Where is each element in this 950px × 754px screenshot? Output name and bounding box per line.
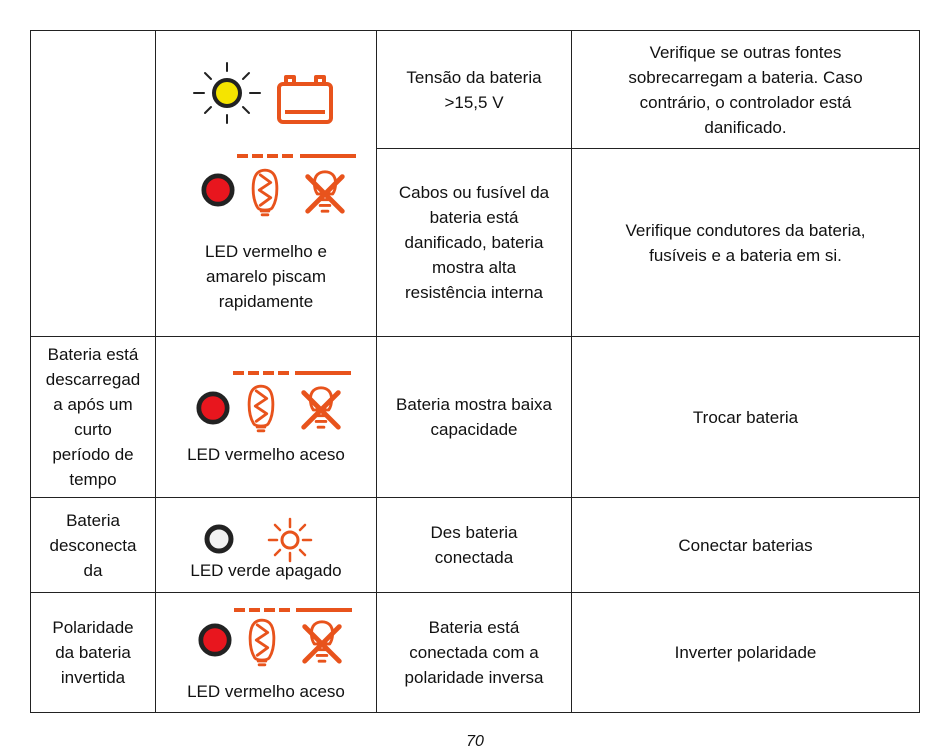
pv-module-icon: [243, 615, 281, 669]
condition-cell: [31, 498, 156, 593]
troubleshooting-table: [30, 30, 920, 713]
sun-icon: [266, 516, 314, 564]
condition-cell: [31, 337, 156, 498]
led-caption-line: LED vermelho e: [205, 242, 327, 261]
pv-module-icon: [242, 381, 280, 435]
led-caption-line: amarelo piscam: [206, 267, 326, 286]
condition-line: curto: [74, 420, 112, 439]
red-led-icon: [201, 173, 235, 207]
led-cell: [156, 498, 377, 593]
cause-cell: [377, 149, 572, 337]
condition-line: descarregad: [45, 370, 141, 389]
sun-blink-icon: [192, 61, 262, 125]
cause-line: Bateria mostra baixa: [396, 395, 552, 414]
pv-dashed-line: [231, 370, 291, 376]
led-cell: [156, 31, 377, 337]
remedy-line: danificado.: [704, 117, 787, 137]
cause-line: resistência interna: [405, 283, 543, 302]
led-cell: [156, 337, 377, 498]
condition-line: tempo: [69, 470, 117, 489]
cause-line: polaridade inversa: [404, 668, 544, 687]
remedy-line: Inverter polaridade: [674, 643, 817, 662]
page-number: 70: [466, 733, 484, 750]
condition-line: Bateria está: [47, 345, 139, 364]
condition-line: período de: [52, 445, 134, 464]
condition-cell: [31, 593, 156, 713]
cause-cell: [377, 593, 572, 713]
red-led-icon: [198, 623, 232, 657]
remedy-cell: [572, 593, 920, 713]
load-solid-line: [300, 153, 356, 159]
cause-line: conectada: [434, 548, 514, 567]
load-off-icon: [297, 615, 347, 669]
remedy-cell: [572, 498, 920, 593]
remedy-line: contrário, o controlador está: [639, 92, 852, 112]
cause-line: Bateria está: [428, 618, 520, 637]
remedy-line: sobrecarregam a bateria. Caso: [628, 67, 863, 87]
red-led-icon: [196, 391, 230, 425]
condition-line: desconecta: [49, 535, 137, 555]
led-caption: [156, 239, 376, 314]
pv-dashed-line: [232, 607, 292, 613]
remedy-cell: [572, 149, 920, 337]
table-row: [31, 31, 920, 149]
led-caption: LED vermelho aceso: [187, 682, 345, 701]
condition-line: a após um: [53, 395, 133, 414]
cause-line: danificado, bateria: [404, 233, 544, 252]
remedy-line: Verifique se outras fontes: [649, 42, 842, 62]
load-off-icon: [296, 381, 346, 435]
cause-line: bateria está: [429, 208, 519, 227]
cause-cell: [377, 498, 572, 593]
cause-line: Tensão da bateria: [406, 67, 542, 87]
battery-icon: [277, 74, 333, 126]
condition-line: da bateria: [55, 643, 131, 662]
cause-cell: [377, 337, 572, 498]
condition-line: Bateria: [66, 510, 120, 530]
cause-line: Des bateria: [430, 523, 518, 542]
pv-dashed-line: [235, 153, 295, 159]
table-row: [31, 593, 920, 713]
led-caption: LED vermelho aceso: [187, 445, 345, 464]
load-off-icon: [300, 165, 350, 219]
led-cell: [156, 593, 377, 713]
table-row: [31, 498, 920, 593]
led-caption-line: rapidamente: [218, 292, 314, 311]
cause-line: conectada com a: [409, 643, 539, 662]
condition-line: Polaridade: [52, 618, 134, 637]
remedy-line: Conectar baterias: [678, 535, 813, 555]
led-caption: LED verde apagado: [190, 561, 342, 580]
table-row: [31, 337, 920, 498]
cause-line: Cabos ou fusível da: [398, 183, 550, 202]
remedy-line: Verifique condutores da bateria,: [625, 220, 866, 240]
condition-line: da: [83, 560, 103, 580]
remedy-cell: [572, 31, 920, 149]
cause-line: capacidade: [430, 420, 518, 439]
condition-cell-empty: [31, 31, 156, 337]
load-solid-line: [295, 370, 351, 376]
remedy-cell: [572, 337, 920, 498]
load-solid-line: [296, 607, 352, 613]
pv-module-icon: [246, 165, 284, 219]
condition-line: invertida: [60, 668, 126, 687]
remedy-line: Trocar bateria: [692, 407, 799, 427]
cause-line: mostra alta: [431, 258, 517, 277]
grey-led-icon: [204, 524, 234, 554]
cause-line: >15,5 V: [444, 92, 504, 112]
cause-cell: [377, 31, 572, 149]
remedy-line: fusíveis e a bateria em si.: [649, 245, 842, 265]
